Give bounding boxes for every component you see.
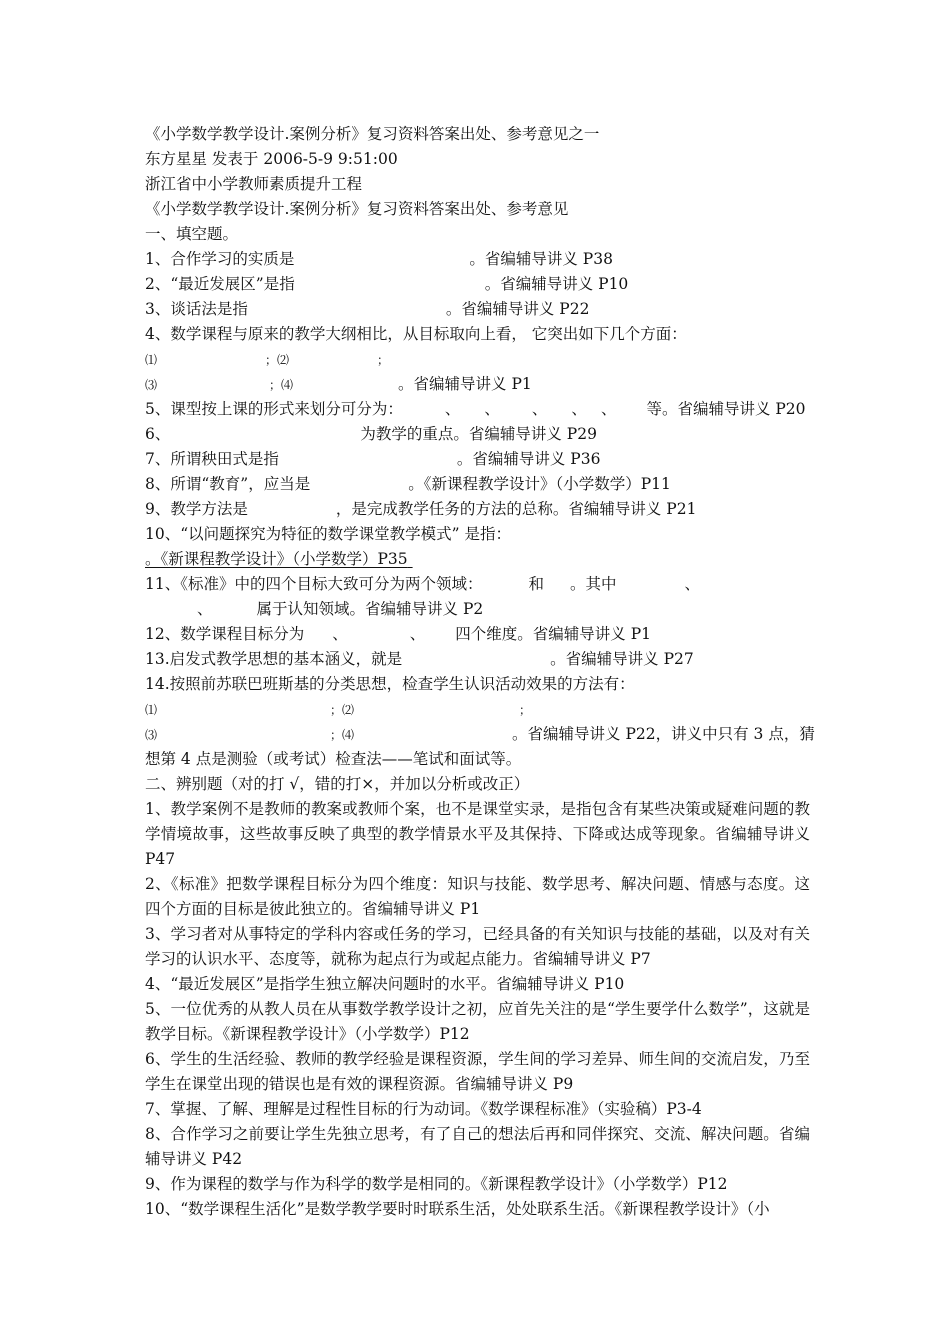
fill-q4-items-b: ⑶ ；⑷ 。省编辅导讲义 P1 xyxy=(145,375,532,393)
fill-q8: 8、所谓“教育”，应当是 。《新课程教学设计》（小学数学）P11 xyxy=(145,475,671,493)
fill-q14-cont: 想第 4 点是测验（或考试）检查法——笔试和面试等。 xyxy=(145,750,522,768)
fill-q11-cont: 、 属于认知领域。省编辅导讲义 P2 xyxy=(197,600,484,618)
fill-q7: 7、所谓秧田式是指 。省编辅导讲义 P36 xyxy=(145,450,601,468)
fill-q12: 12、数学课程目标分为 、 、 四个维度。省编辅导讲义 P1 xyxy=(145,625,651,643)
judge-item-2: 2、《标准》把数学课程目标分为四个维度：知识与技能、数学思考、解决问题、情感与态度。这四个方面的目标是彼此独立的。省编辅导讲义 P1 xyxy=(145,875,810,918)
fill-q13: 13.启发式教学思想的基本涵义，就是 。省编辅导讲义 P27 xyxy=(145,650,694,668)
fill-q4-items-a: ⑴ ；⑵ ； xyxy=(145,353,390,367)
fill-q14-items-a: ⑴ ；⑵ ； xyxy=(145,703,532,717)
org-line: 浙江省中小学教师素质提升工程 xyxy=(145,175,363,193)
judge-item-10: 10、“数学课程生活化”是数学教学要时时联系生活，处处联系生活。《新课程教学设计》（小 xyxy=(145,1200,770,1218)
fill-q5: 5、课型按上课的形式来划分可分为： 、 、 、 、 、 等。省编辅导讲义 P20 xyxy=(145,400,806,418)
section-fill-heading: 一、填空题。 xyxy=(145,225,239,243)
judge-item-5: 5、一位优秀的从教人员在从事数学教学设计之初，应首先关注的是“学生要学什么数学”，这就是教学目标。《新课程教学设计》（小学数学）P12 xyxy=(145,1000,810,1043)
fill-q3: 3、谈话法是指 。省编辅导讲义 P22 xyxy=(145,300,590,318)
fill-q2: 2、“最近发展区”是指 。省编辅导讲义 P10 xyxy=(145,275,629,293)
doc-subtitle: 《小学数学教学设计.案例分析》复习资料答案出处、参考意见 xyxy=(145,200,569,218)
judge-item-7: 7、掌握、了解、理解是过程性目标的行为动词。《数学课程标准》（实验稿）P3-4 xyxy=(145,1100,702,1118)
fill-q9: 9、教学方法是 ，是完成教学任务的方法的总称。省编辅导讲义 P21 xyxy=(145,500,697,518)
byline: 东方星星 发表于 2006-5-9 9:51:00 xyxy=(145,150,398,168)
fill-q14-items-b: ⑶ ；⑷ 。省编辅导讲义 P22，讲义中只有 3 点，猜 xyxy=(145,725,815,743)
judge-item-8: 8、合作学习之前要让学生先独立思考，有了自己的想法后再和同伴探究、交流、解决问题。省编辅导讲义 P42 xyxy=(145,1125,810,1168)
judge-item-1: 1、教学案例不是教师的教案或教师个案，也不是课堂实录，是指包含有某些决策或疑难问题的教学情境故事，这些故事反映了典型的教学情景水平及其保持、下降或达成等现象。省编辅导讲义 P47 xyxy=(145,800,810,868)
judge-item-3: 3、学习者对从事特定的学科内容或任务的学习，已经具备的有关知识与技能的基础，以及对有关学习的认识水平、态度等，就称为起点行为或起点能力。省编辅导讲义 P7 xyxy=(145,925,810,968)
section-judge-heading: 二、辨别题（对的打 √，错的打×，并加以分析或改正） xyxy=(145,775,530,793)
fill-q4: 4、数学课程与原来的教学大纲相比，从目标取向上看， 它突出如下几个方面： xyxy=(145,325,687,343)
doc-title: 《小学数学教学设计.案例分析》复习资料答案出处、参考意见之一 xyxy=(145,125,600,143)
judge-item-6: 6、学生的生活经验、教师的教学经验是课程资源，学生间的学习差异、师生间的交流启发，乃至学生在课堂出现的错误也是有效的课程资源。省编辅导讲义 P9 xyxy=(145,1050,810,1093)
fill-q14: 14.按照前苏联巴班斯基的分类思想，检查学生认识活动效果的方法有： xyxy=(145,675,635,693)
judge-item-9: 9、作为课程的数学与作为科学的数学是相同的。《新课程教学设计》（小学数学）P12 xyxy=(145,1175,728,1193)
fill-q6: 6、 为教学的重点。省编辅导讲义 P29 xyxy=(145,425,597,443)
fill-q11: 11、《标准》中的四个目标大致可分为两个领域： 和 。其中 、 xyxy=(145,575,701,593)
judge-item-4: 4、“最近发展区”是指学生独立解决问题时的水平。省编辅导讲义 P10 xyxy=(145,975,625,993)
fill-q10-answer-line: 。《新课程教学设计》（小学数学）P35 xyxy=(145,550,408,568)
fill-q10: 10、“以问题探究为特征的数学课堂教学模式” 是指： xyxy=(145,525,511,543)
fill-q1: 1、合作学习的实质是 。省编辅导讲义 P38 xyxy=(145,250,613,268)
